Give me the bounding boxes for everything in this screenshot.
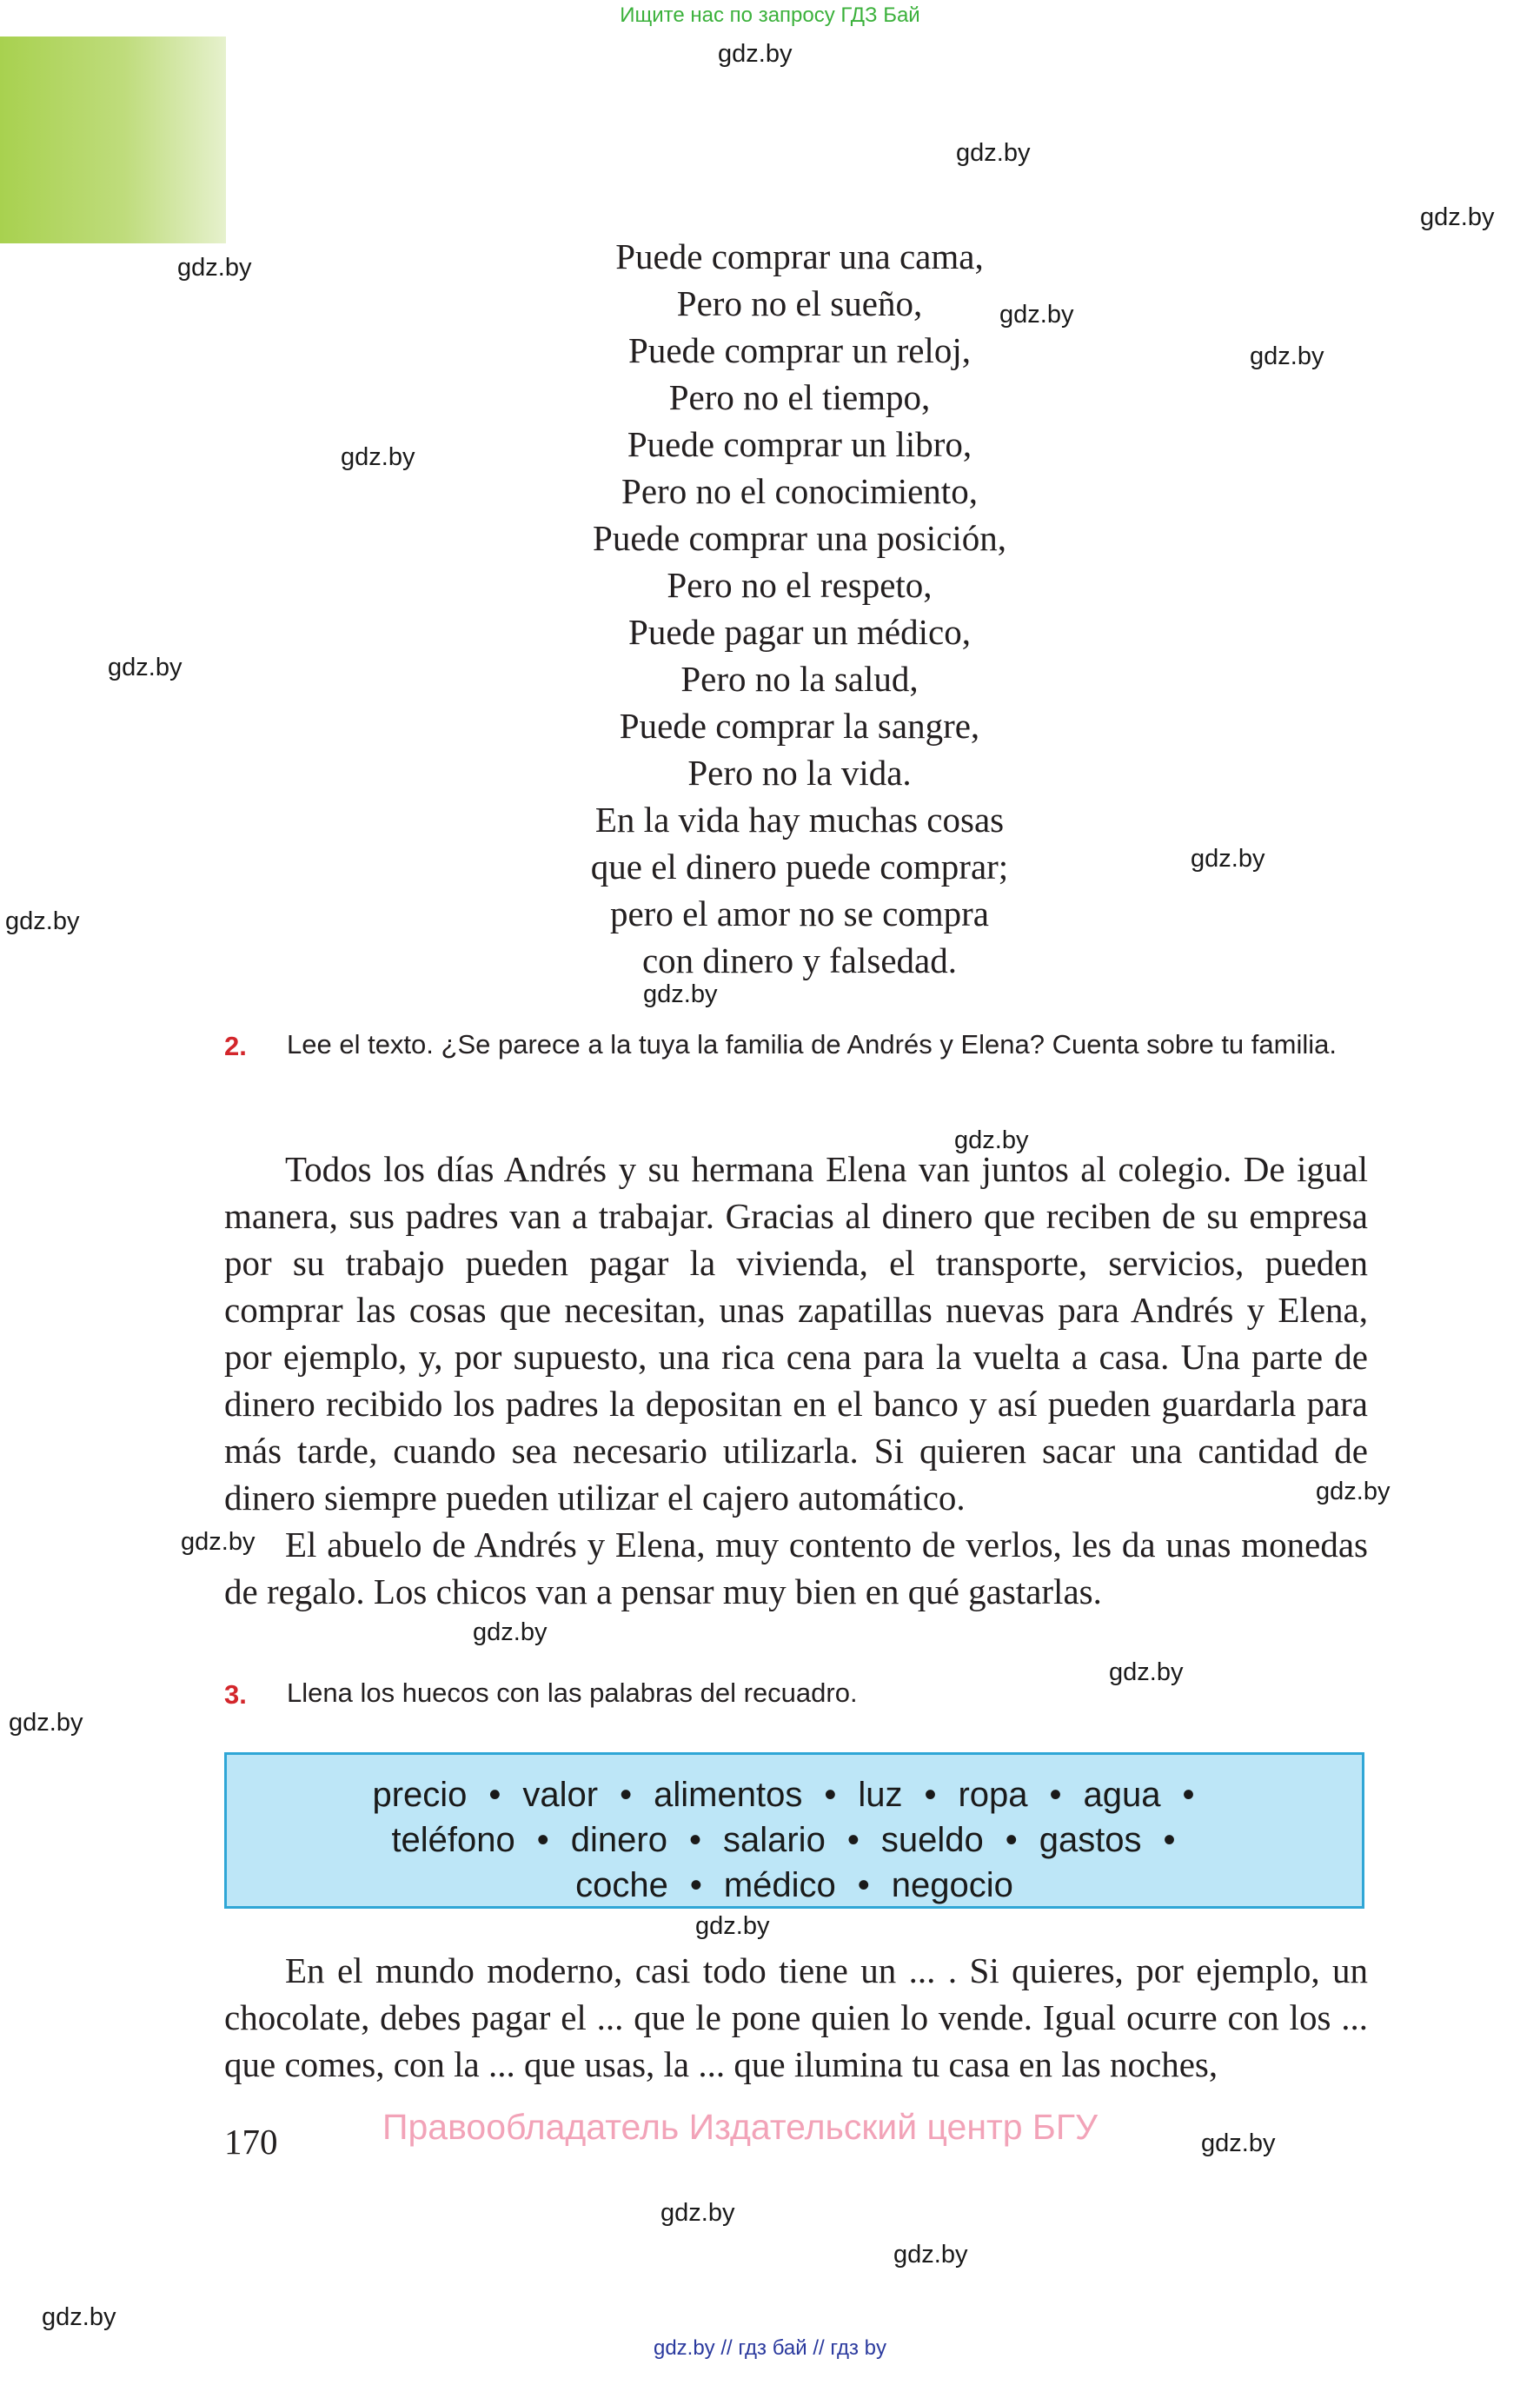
- poem-line: Pero no el tiempo,: [668, 377, 931, 417]
- word: agua: [1083, 1776, 1161, 1814]
- poem-line: pero el amor no se compra: [609, 894, 990, 933]
- watermark: gdz.by: [893, 2241, 968, 2269]
- word-box: [224, 1752, 1364, 1909]
- poem-line: Pero no la salud,: [680, 659, 919, 699]
- word: teléfono: [391, 1821, 515, 1859]
- exercise-3-instruction: Llena los huecos con las palabras del recuadro.: [287, 1677, 858, 1708]
- copyright-holder: Правообладатель Издательский центр БГУ: [382, 2107, 1099, 2147]
- word-box-line-3: [227, 1863, 1362, 1908]
- word: ropa: [958, 1776, 1028, 1814]
- exercise-3-number: 3.: [224, 1679, 247, 1710]
- bullet-separator: •: [620, 1776, 633, 1814]
- bullet-separator: •: [857, 1866, 870, 1904]
- watermark: gdz.by: [660, 2199, 735, 2227]
- watermark: gdz.by: [643, 980, 718, 1008]
- poem-line: Pero no el conocimiento,: [621, 471, 978, 511]
- poem-line: En la vida hay muchas cosas: [594, 800, 1005, 840]
- word: valor: [522, 1776, 599, 1814]
- word: luz: [858, 1776, 903, 1814]
- bullet-separator: •: [846, 1821, 860, 1859]
- page-number: 170: [224, 2122, 278, 2162]
- bullet-separator: •: [824, 1776, 837, 1814]
- word: coche: [575, 1866, 668, 1904]
- bullet-separator: •: [924, 1776, 937, 1814]
- exercise-2-instruction: Lee el texto. ¿Se parece a la tuya la familia de Andrés y Elena? Cuenta sobre tu familia.: [287, 1029, 1337, 1060]
- bullet-separator: •: [1182, 1776, 1195, 1814]
- word: precio: [372, 1776, 468, 1814]
- word: alimentos: [654, 1776, 803, 1814]
- watermark: gdz.by: [181, 1528, 256, 1556]
- watermark: gdz.by: [695, 1912, 770, 1940]
- poem-line: Puede comprar un libro,: [627, 424, 972, 464]
- word: médico: [723, 1866, 836, 1904]
- word-box-line-2: [227, 1817, 1362, 1863]
- poem-line: Pero no el sueño,: [676, 283, 923, 323]
- watermark: gdz.by: [718, 40, 793, 68]
- watermark: gdz.by: [1191, 845, 1265, 873]
- reading-paragraph-2: El abuelo de Andrés y Elena, muy contento de verlos, les da unas monedas de regalo. Los chicos van a pensar muy bien en qué gastarlas.: [224, 1525, 1368, 1611]
- watermark: gdz.by: [1420, 203, 1495, 231]
- watermark: gdz.by: [177, 254, 252, 282]
- watermark: gdz.by: [473, 1618, 548, 1646]
- poem-line: Pero no el respeto,: [667, 565, 933, 605]
- watermark: gdz.by: [108, 654, 183, 681]
- poem-line: Puede comprar una cama,: [615, 236, 984, 276]
- watermark: gdz.by: [9, 1709, 83, 1737]
- watermark: gdz.by: [1109, 1658, 1184, 1686]
- poem-line: Puede comprar la sangre,: [619, 706, 980, 746]
- gap-fill-text: [224, 1947, 1368, 2088]
- poem-line: Puede pagar un médico,: [628, 612, 971, 652]
- footer-links: gdz.by // гдз бай // гдз by: [653, 2336, 887, 2360]
- poem-line: Pero no la vida.: [687, 753, 912, 793]
- gap-fill-paragraph: En el mundo moderno, casi todo tiene un ... . Si quieres, por ejemplo, un chocolate, debes pagar el ... que le pone quien lo vende. Igual ocurre con los ... que comes, con la ... que usas, la ... que ilumina tu casa en las noches,: [224, 1950, 1368, 2084]
- watermark: gdz.by: [956, 139, 1031, 167]
- word-box-line-1: [227, 1772, 1362, 1817]
- reading-text: [224, 1146, 1368, 1615]
- watermark: gdz.by: [42, 2303, 116, 2331]
- bullet-separator: •: [688, 1821, 701, 1859]
- word: gastos: [1039, 1821, 1142, 1859]
- decorative-green-block: [0, 37, 226, 243]
- watermark: gdz.by: [954, 1126, 1029, 1154]
- bullet-separator: •: [1049, 1776, 1062, 1814]
- poem-line: Puede comprar una posición,: [593, 518, 1006, 558]
- exercise-2-number: 2.: [224, 1031, 247, 1061]
- top-search-note: Ищите нас по запросу ГДЗ Бай: [620, 3, 920, 27]
- poem-line: con dinero y falsedad.: [641, 940, 958, 980]
- watermark: gdz.by: [1201, 2129, 1276, 2157]
- word: dinero: [570, 1821, 667, 1859]
- bullet-separator: •: [536, 1821, 549, 1859]
- watermark: gdz.by: [5, 907, 80, 935]
- word: salario: [722, 1821, 826, 1859]
- watermark: gdz.by: [1316, 1478, 1391, 1505]
- bullet-separator: •: [1005, 1821, 1018, 1859]
- watermark: gdz.by: [999, 301, 1074, 329]
- reading-paragraph-1: Todos los días Andrés y su hermana Elena van juntos al colegio. De igual manera, sus padres van a trabajar. Gracias al dinero que reciben de su empresa por su trabajo pueden pagar la vivienda, el transporte, servicios, pueden comprar las cosas que necesitan, unas zapatillas nuevas para Andrés y Elena, por ejemplo, y, por supuesto, una rica cena para la vuelta a casa. Una parte de dinero recibido los padres la depositan en el banco y así pueden guardarla para más tarde, cuando sea necesario utilizarla. Si quieren sacar una cantidad de dinero siempre pueden utilizar el cajero automático.: [224, 1149, 1368, 1518]
- bullet-separator: •: [689, 1866, 702, 1904]
- word: sueldo: [880, 1821, 984, 1859]
- bullet-separator: •: [1163, 1821, 1176, 1859]
- bullet-separator: •: [488, 1776, 501, 1814]
- word: negocio: [891, 1866, 1013, 1904]
- watermark: gdz.by: [341, 443, 415, 471]
- watermark: gdz.by: [1250, 342, 1324, 370]
- poem-line: que el dinero puede comprar;: [590, 847, 1009, 887]
- poem: [487, 233, 1112, 984]
- poem-line: Puede comprar un reloj,: [628, 330, 971, 370]
